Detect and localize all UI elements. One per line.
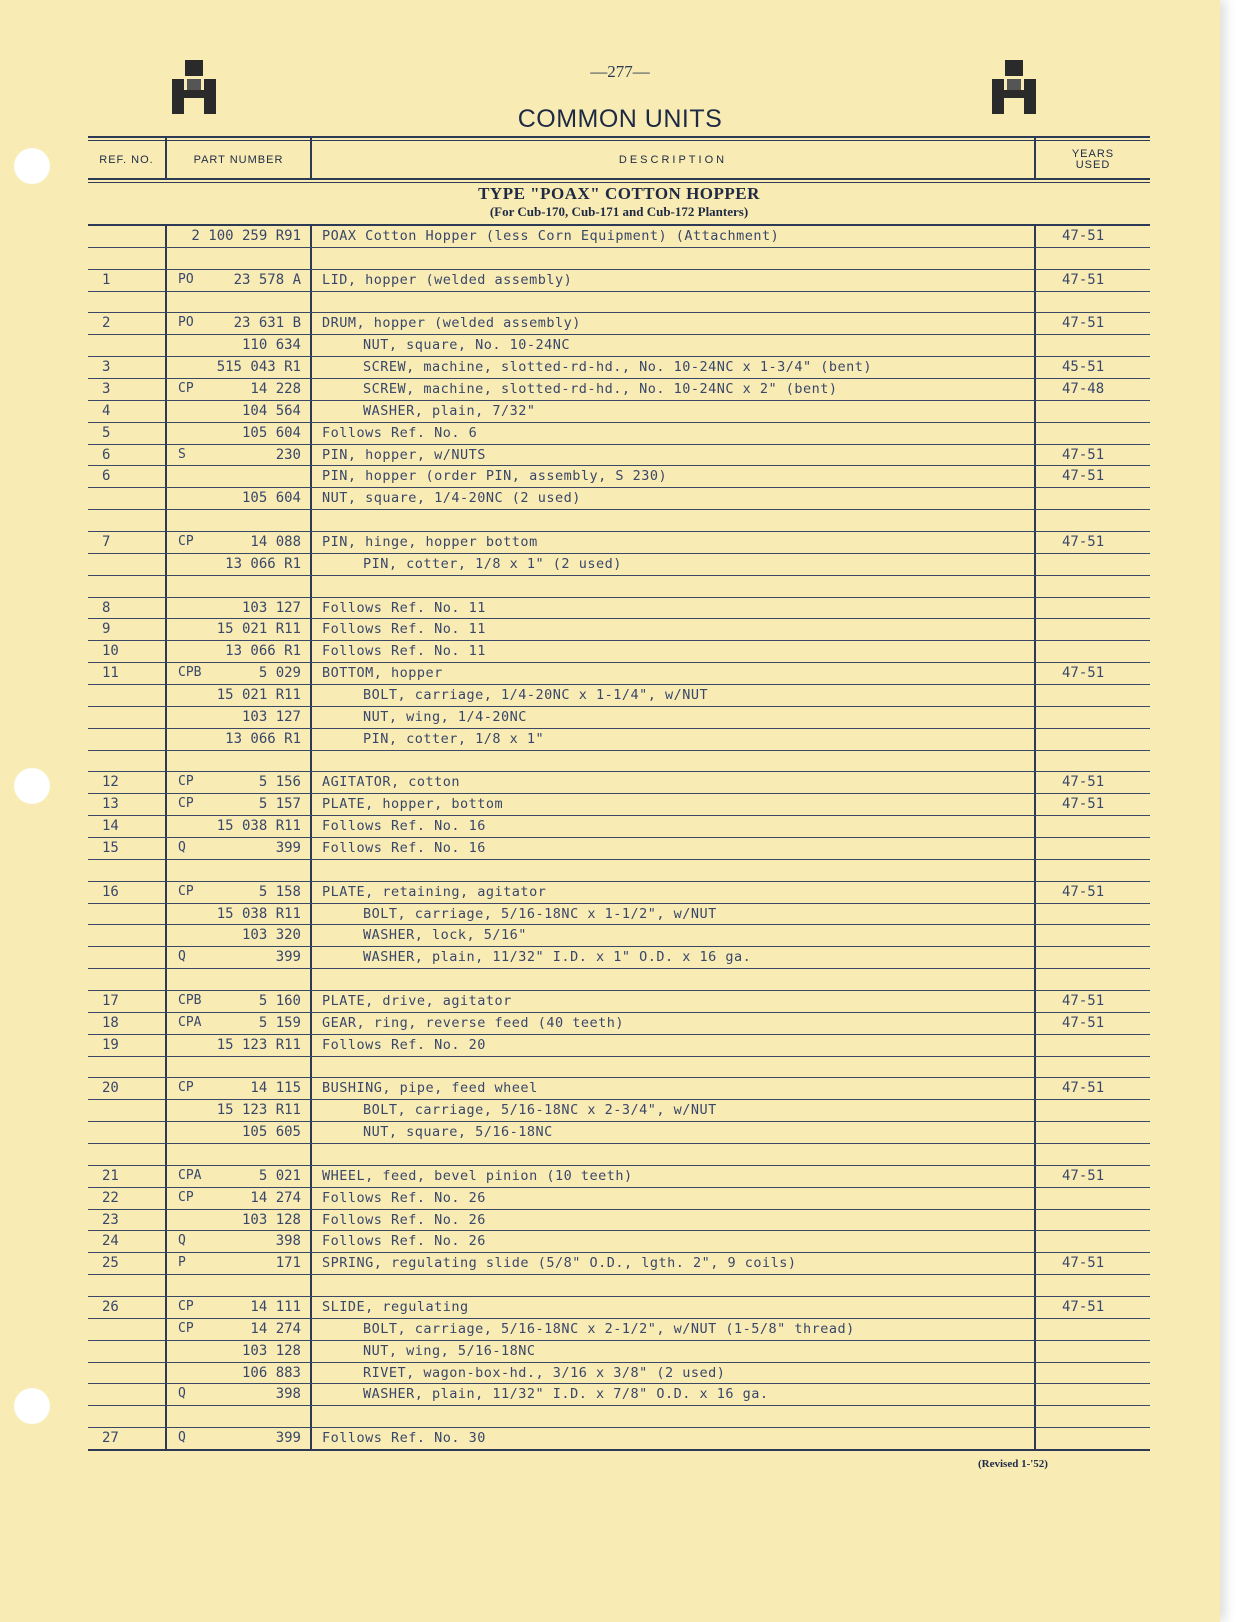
- years-used: 45-51: [1062, 359, 1105, 376]
- ref-number: 21: [102, 1167, 119, 1184]
- table-row: [88, 531, 1150, 554]
- table-spacer-row: [88, 859, 1150, 882]
- years-used: 47-51: [1062, 1080, 1105, 1097]
- table-row: [88, 815, 1150, 838]
- part-description: BOLT, carriage, 5/16-18NC x 1-1/2", w/NUT: [363, 905, 717, 922]
- part-description: BOLT, carriage, 5/16-18NC x 2-3/4", w/NUT: [363, 1102, 717, 1119]
- table-bottom-rule: [88, 1449, 1150, 1451]
- part-number: 15 038 R11: [216, 905, 301, 922]
- part-number: 171: [275, 1255, 301, 1272]
- ref-number: 23: [102, 1211, 119, 1228]
- table-row: [88, 1121, 1150, 1144]
- part-description: NUT, wing, 5/16-18NC: [363, 1342, 536, 1359]
- part-description: PIN, hopper, w/NUTS: [322, 446, 486, 463]
- part-number: 15 021 R11: [216, 687, 301, 703]
- table-row: [88, 640, 1150, 663]
- table-row: [88, 881, 1150, 904]
- table-row: [88, 1099, 1150, 1122]
- part-description: Follows Ref. No. 30: [322, 1430, 486, 1447]
- table-row: [88, 771, 1150, 794]
- table-row: [88, 269, 1150, 292]
- part-number: 106 883: [241, 1364, 301, 1381]
- section-subtitle: (For Cub-170, Cub-171 and Cub-172 Planters): [489, 204, 749, 219]
- table-spacer-row: [88, 1405, 1150, 1428]
- part-description: AGITATOR, cotton: [322, 774, 461, 791]
- part-number: 13 066 R1: [225, 643, 301, 660]
- ref-number: 20: [102, 1080, 119, 1097]
- table-row: [88, 728, 1150, 751]
- part-number: 398: [275, 1386, 301, 1403]
- ref-number: 18: [102, 1014, 119, 1031]
- part-description: PIN, hopper (order PIN, assembly, S 230): [322, 468, 668, 485]
- table-row: [88, 662, 1150, 685]
- part-prefix: CPB: [178, 665, 202, 681]
- part-description: DRUM, hopper (welded assembly): [322, 315, 581, 332]
- table-row: [88, 1209, 1150, 1232]
- header-part-number: PART NUMBER: [193, 153, 284, 166]
- table-row: [88, 1427, 1150, 1450]
- part-prefix: CP: [178, 1299, 194, 1314]
- part-description: SCREW, machine, slotted-rd-hd., No. 10-24NC x 2" (bent): [363, 381, 838, 397]
- part-number: 5 159: [258, 1014, 301, 1031]
- ref-number: 8: [102, 599, 111, 616]
- page-number: —277—: [590, 62, 650, 81]
- table-row: [88, 378, 1150, 401]
- part-description: Follows Ref. No. 11: [322, 599, 486, 616]
- table-row: [88, 618, 1150, 641]
- header-years: YEARS: [1071, 148, 1115, 160]
- table-row: [88, 487, 1150, 510]
- part-description: PIN, cotter, 1/8 x 1": [363, 730, 545, 747]
- part-number: 515 043 R1: [216, 359, 301, 376]
- part-prefix: Q: [178, 840, 186, 855]
- part-number: 105 604: [241, 490, 301, 507]
- part-description: PLATE, hopper, bottom: [322, 796, 504, 813]
- ih-logo-right: [992, 60, 1036, 114]
- part-description: NUT, square, No. 10-24NC: [363, 337, 571, 354]
- part-description: BOTTOM, hopper: [322, 665, 443, 682]
- part-description: PLATE, retaining, agitator: [322, 883, 547, 900]
- years-used: 47-51: [1062, 665, 1105, 682]
- header-bottom-rule-thin: [88, 182, 1150, 183]
- table-row: [88, 1077, 1150, 1100]
- table-row: [88, 400, 1150, 423]
- years-used: 47-51: [1062, 1255, 1105, 1272]
- table-row: [88, 553, 1150, 576]
- ref-number: 6: [102, 468, 111, 485]
- part-number: 14 274: [250, 1320, 301, 1337]
- header-ref: REF. NO.: [99, 153, 154, 166]
- part-description: SLIDE, regulating: [322, 1299, 469, 1315]
- ref-number: 15: [102, 840, 119, 856]
- table-row: [88, 1187, 1150, 1210]
- part-description: BOLT, carriage, 1/4-20NC x 1-1/4", w/NUT: [363, 687, 709, 703]
- part-prefix: PO: [178, 271, 194, 287]
- part-number: 14 228: [250, 381, 301, 397]
- part-description: WASHER, lock, 5/16": [363, 927, 527, 944]
- table-spacer-row: [88, 750, 1150, 773]
- years-used: 47-51: [1062, 1167, 1105, 1184]
- part-number: 103 128: [241, 1342, 301, 1359]
- part-description: NUT, wing, 1/4-20NC: [363, 708, 527, 725]
- part-number: 105 604: [241, 424, 301, 441]
- part-number: 399: [275, 1430, 301, 1447]
- part-description: PIN, cotter, 1/8 x 1" (2 used): [363, 555, 622, 572]
- part-number: 399: [275, 840, 301, 856]
- table-row: [88, 990, 1150, 1013]
- header-description: DESCRIPTION: [618, 153, 728, 166]
- table-row: [88, 946, 1150, 969]
- part-number: 105 605: [241, 1124, 301, 1141]
- part-description: Follows Ref. No. 16: [322, 840, 486, 856]
- table-row: [88, 334, 1150, 357]
- part-number: 398: [275, 1233, 301, 1250]
- part-prefix: PO: [178, 315, 194, 331]
- part-prefix: Q: [178, 1430, 186, 1446]
- part-prefix: CP: [178, 883, 194, 899]
- header-used: USED: [1075, 159, 1111, 171]
- table-row: [88, 1230, 1150, 1253]
- ref-number: 24: [102, 1233, 119, 1250]
- part-prefix: CP: [178, 796, 194, 812]
- header-bottom-rule: [88, 178, 1150, 180]
- table-spacer-row: [88, 1143, 1150, 1166]
- part-number: 14 088: [250, 534, 301, 550]
- part-description: BOLT, carriage, 5/16-18NC x 2-1/2", w/NUT (1-5/8" thread): [363, 1320, 855, 1337]
- years-used: 47-51: [1062, 774, 1105, 791]
- table-row: [88, 793, 1150, 816]
- table-row: [88, 924, 1150, 947]
- part-description: Follows Ref. No. 6: [322, 424, 478, 441]
- part-prefix: CP: [178, 534, 194, 549]
- part-description: POAX Cotton Hopper (less Corn Equipment) (Attachment): [322, 228, 780, 244]
- table-row: [88, 684, 1150, 707]
- part-number: 5 156: [258, 774, 301, 791]
- page-title: COMMON UNITS: [517, 105, 723, 133]
- ref-number: 22: [102, 1189, 119, 1206]
- table-row: [88, 1012, 1150, 1035]
- binder-hole: [14, 1388, 50, 1424]
- table-row: [88, 1383, 1150, 1406]
- part-prefix: CP: [178, 1320, 194, 1336]
- part-prefix: CP: [178, 1189, 194, 1205]
- binder-hole: [14, 148, 50, 184]
- part-number: 104 564: [241, 402, 301, 419]
- part-number: 15 123 R11: [216, 1036, 301, 1053]
- part-prefix: Q: [178, 949, 186, 965]
- part-number: 103 128: [241, 1211, 301, 1228]
- ref-number: 2: [102, 315, 111, 332]
- part-description: Follows Ref. No. 11: [322, 643, 486, 660]
- table-spacer-row: [88, 509, 1150, 532]
- table-top-rule: [88, 136, 1150, 138]
- ref-number: 13: [102, 796, 119, 813]
- part-number: 15 021 R11: [216, 621, 301, 638]
- table-row: [88, 1034, 1150, 1057]
- ih-logo-left: [172, 60, 216, 114]
- part-number: 110 634: [241, 337, 301, 354]
- ref-number: 1: [102, 271, 111, 288]
- binder-hole: [14, 768, 50, 804]
- table-row: [88, 837, 1150, 860]
- part-description: SCREW, machine, slotted-rd-hd., No. 10-24NC x 1-3/4" (bent): [363, 359, 873, 376]
- ref-number: 11: [102, 665, 119, 682]
- part-prefix: Q: [178, 1386, 186, 1402]
- part-number: 23 631 B: [233, 315, 301, 332]
- part-description: Follows Ref. No. 20: [322, 1036, 486, 1053]
- ref-number: 3: [102, 381, 111, 397]
- part-description: Follows Ref. No. 26: [322, 1189, 486, 1206]
- part-prefix: CP: [178, 774, 194, 790]
- table-top-rule-thin: [88, 140, 1150, 141]
- part-prefix: CPB: [178, 993, 202, 1008]
- part-number: 14 274: [250, 1189, 301, 1206]
- part-number: 2 100 259 R91: [191, 228, 301, 244]
- ref-number: 16: [102, 883, 119, 900]
- years-used: 47-51: [1062, 796, 1105, 813]
- table-row: [88, 1252, 1150, 1275]
- part-prefix: CPA: [178, 1014, 202, 1030]
- table-row: [88, 465, 1150, 488]
- ref-number: 25: [102, 1255, 119, 1272]
- part-number: 15 123 R11: [216, 1102, 301, 1119]
- ref-number: 19: [102, 1036, 119, 1053]
- part-description: Follows Ref. No. 11: [322, 621, 486, 638]
- part-number: 5 158: [258, 883, 301, 900]
- header-years-used: [1036, 142, 1150, 178]
- years-used: 47-51: [1062, 468, 1105, 485]
- part-number: 13 066 R1: [225, 555, 301, 572]
- table-row: [88, 597, 1150, 620]
- part-number: 5 157: [258, 796, 301, 813]
- part-description: WASHER, plain, 11/32" I.D. x 1" O.D. x 16 ga.: [363, 949, 752, 966]
- part-description: Follows Ref. No. 16: [322, 818, 486, 835]
- revision-note: (Revised 1-'52): [978, 1458, 1048, 1470]
- part-number: 103 127: [241, 599, 301, 616]
- table-row: [88, 903, 1150, 926]
- part-number: 14 115: [250, 1080, 301, 1097]
- part-number: 23 578 A: [233, 271, 301, 288]
- table-spacer-row: [88, 247, 1150, 270]
- table-row: [88, 1296, 1150, 1319]
- years-used: 47-48: [1062, 381, 1105, 397]
- part-number: 14 111: [250, 1299, 301, 1315]
- years-used: 47-51: [1062, 228, 1105, 244]
- part-number: 399: [275, 949, 301, 966]
- part-description: GEAR, ring, reverse feed (40 teeth): [322, 1014, 624, 1031]
- ref-number: 10: [102, 643, 119, 660]
- table-row: [88, 1362, 1150, 1385]
- table-spacer-row: [88, 1274, 1150, 1297]
- part-description: BUSHING, pipe, feed wheel: [322, 1080, 538, 1097]
- ref-number: 4: [102, 402, 111, 419]
- table-row: [88, 444, 1150, 467]
- ref-number: 14: [102, 818, 119, 835]
- part-prefix: S: [178, 446, 186, 462]
- part-prefix: CPA: [178, 1167, 202, 1183]
- ref-number: 12: [102, 774, 119, 791]
- section-title: TYPE "POAX" COTTON HOPPER: [478, 184, 760, 203]
- ref-number: 27: [102, 1430, 119, 1447]
- part-number: 5 160: [258, 993, 301, 1009]
- part-number: 5 021: [258, 1167, 301, 1184]
- table-row: [88, 1318, 1150, 1341]
- years-used: 47-51: [1062, 993, 1105, 1009]
- ref-number: 3: [102, 359, 111, 376]
- part-description: NUT, square, 1/4-20NC (2 used): [322, 490, 581, 507]
- table-row: [88, 356, 1150, 379]
- table-row: [88, 312, 1150, 335]
- ref-number: 26: [102, 1299, 119, 1315]
- part-description: SPRING, regulating slide (5/8" O.D., lgth. 2", 9 coils): [322, 1255, 797, 1272]
- table-spacer-row: [88, 968, 1150, 991]
- ref-number: 9: [102, 621, 111, 638]
- years-used: 47-51: [1062, 315, 1105, 332]
- years-used: 47-51: [1062, 1299, 1105, 1315]
- part-number: 13 066 R1: [225, 730, 301, 747]
- part-description: Follows Ref. No. 26: [322, 1233, 486, 1250]
- part-prefix: P: [178, 1255, 186, 1271]
- table-spacer-row: [88, 1056, 1150, 1079]
- part-description: PIN, hinge, hopper bottom: [322, 534, 538, 550]
- years-used: 47-51: [1062, 534, 1105, 550]
- part-description: RIVET, wagon-box-hd., 3/16 x 3/8" (2 used): [363, 1364, 726, 1381]
- ref-number: 17: [102, 993, 119, 1009]
- part-description: WASHER, plain, 7/32": [363, 402, 536, 419]
- part-description: NUT, square, 5/16-18NC: [363, 1124, 553, 1141]
- part-description: Follows Ref. No. 26: [322, 1211, 486, 1228]
- part-number: 15 038 R11: [216, 818, 301, 835]
- part-number: 103 127: [241, 708, 301, 725]
- part-prefix: CP: [178, 381, 194, 396]
- table-spacer-row: [88, 291, 1150, 314]
- years-used: 47-51: [1062, 1014, 1105, 1031]
- part-prefix: CP: [178, 1080, 194, 1096]
- years-used: 47-51: [1062, 446, 1105, 463]
- table-row: [88, 225, 1150, 248]
- part-prefix: Q: [178, 1233, 186, 1249]
- table-row: [88, 706, 1150, 729]
- table-row: [88, 422, 1150, 445]
- part-description: PLATE, drive, agitator: [322, 993, 512, 1009]
- part-number: 230: [275, 446, 301, 463]
- table-row: [88, 1340, 1150, 1363]
- table-row: [88, 1165, 1150, 1188]
- years-used: 47-51: [1062, 883, 1105, 900]
- ref-number: 5: [102, 424, 111, 441]
- ref-number: 6: [102, 446, 111, 463]
- years-used: 47-51: [1062, 271, 1105, 288]
- part-description: WASHER, plain, 11/32" I.D. x 7/8" O.D. x 16 ga.: [363, 1386, 769, 1403]
- part-description: LID, hopper (welded assembly): [322, 271, 573, 288]
- part-description: WHEEL, feed, bevel pinion (10 teeth): [322, 1167, 633, 1184]
- table-spacer-row: [88, 575, 1150, 598]
- part-number: 103 320: [241, 927, 301, 944]
- part-number: 5 029: [258, 665, 301, 682]
- ref-number: 7: [102, 534, 111, 550]
